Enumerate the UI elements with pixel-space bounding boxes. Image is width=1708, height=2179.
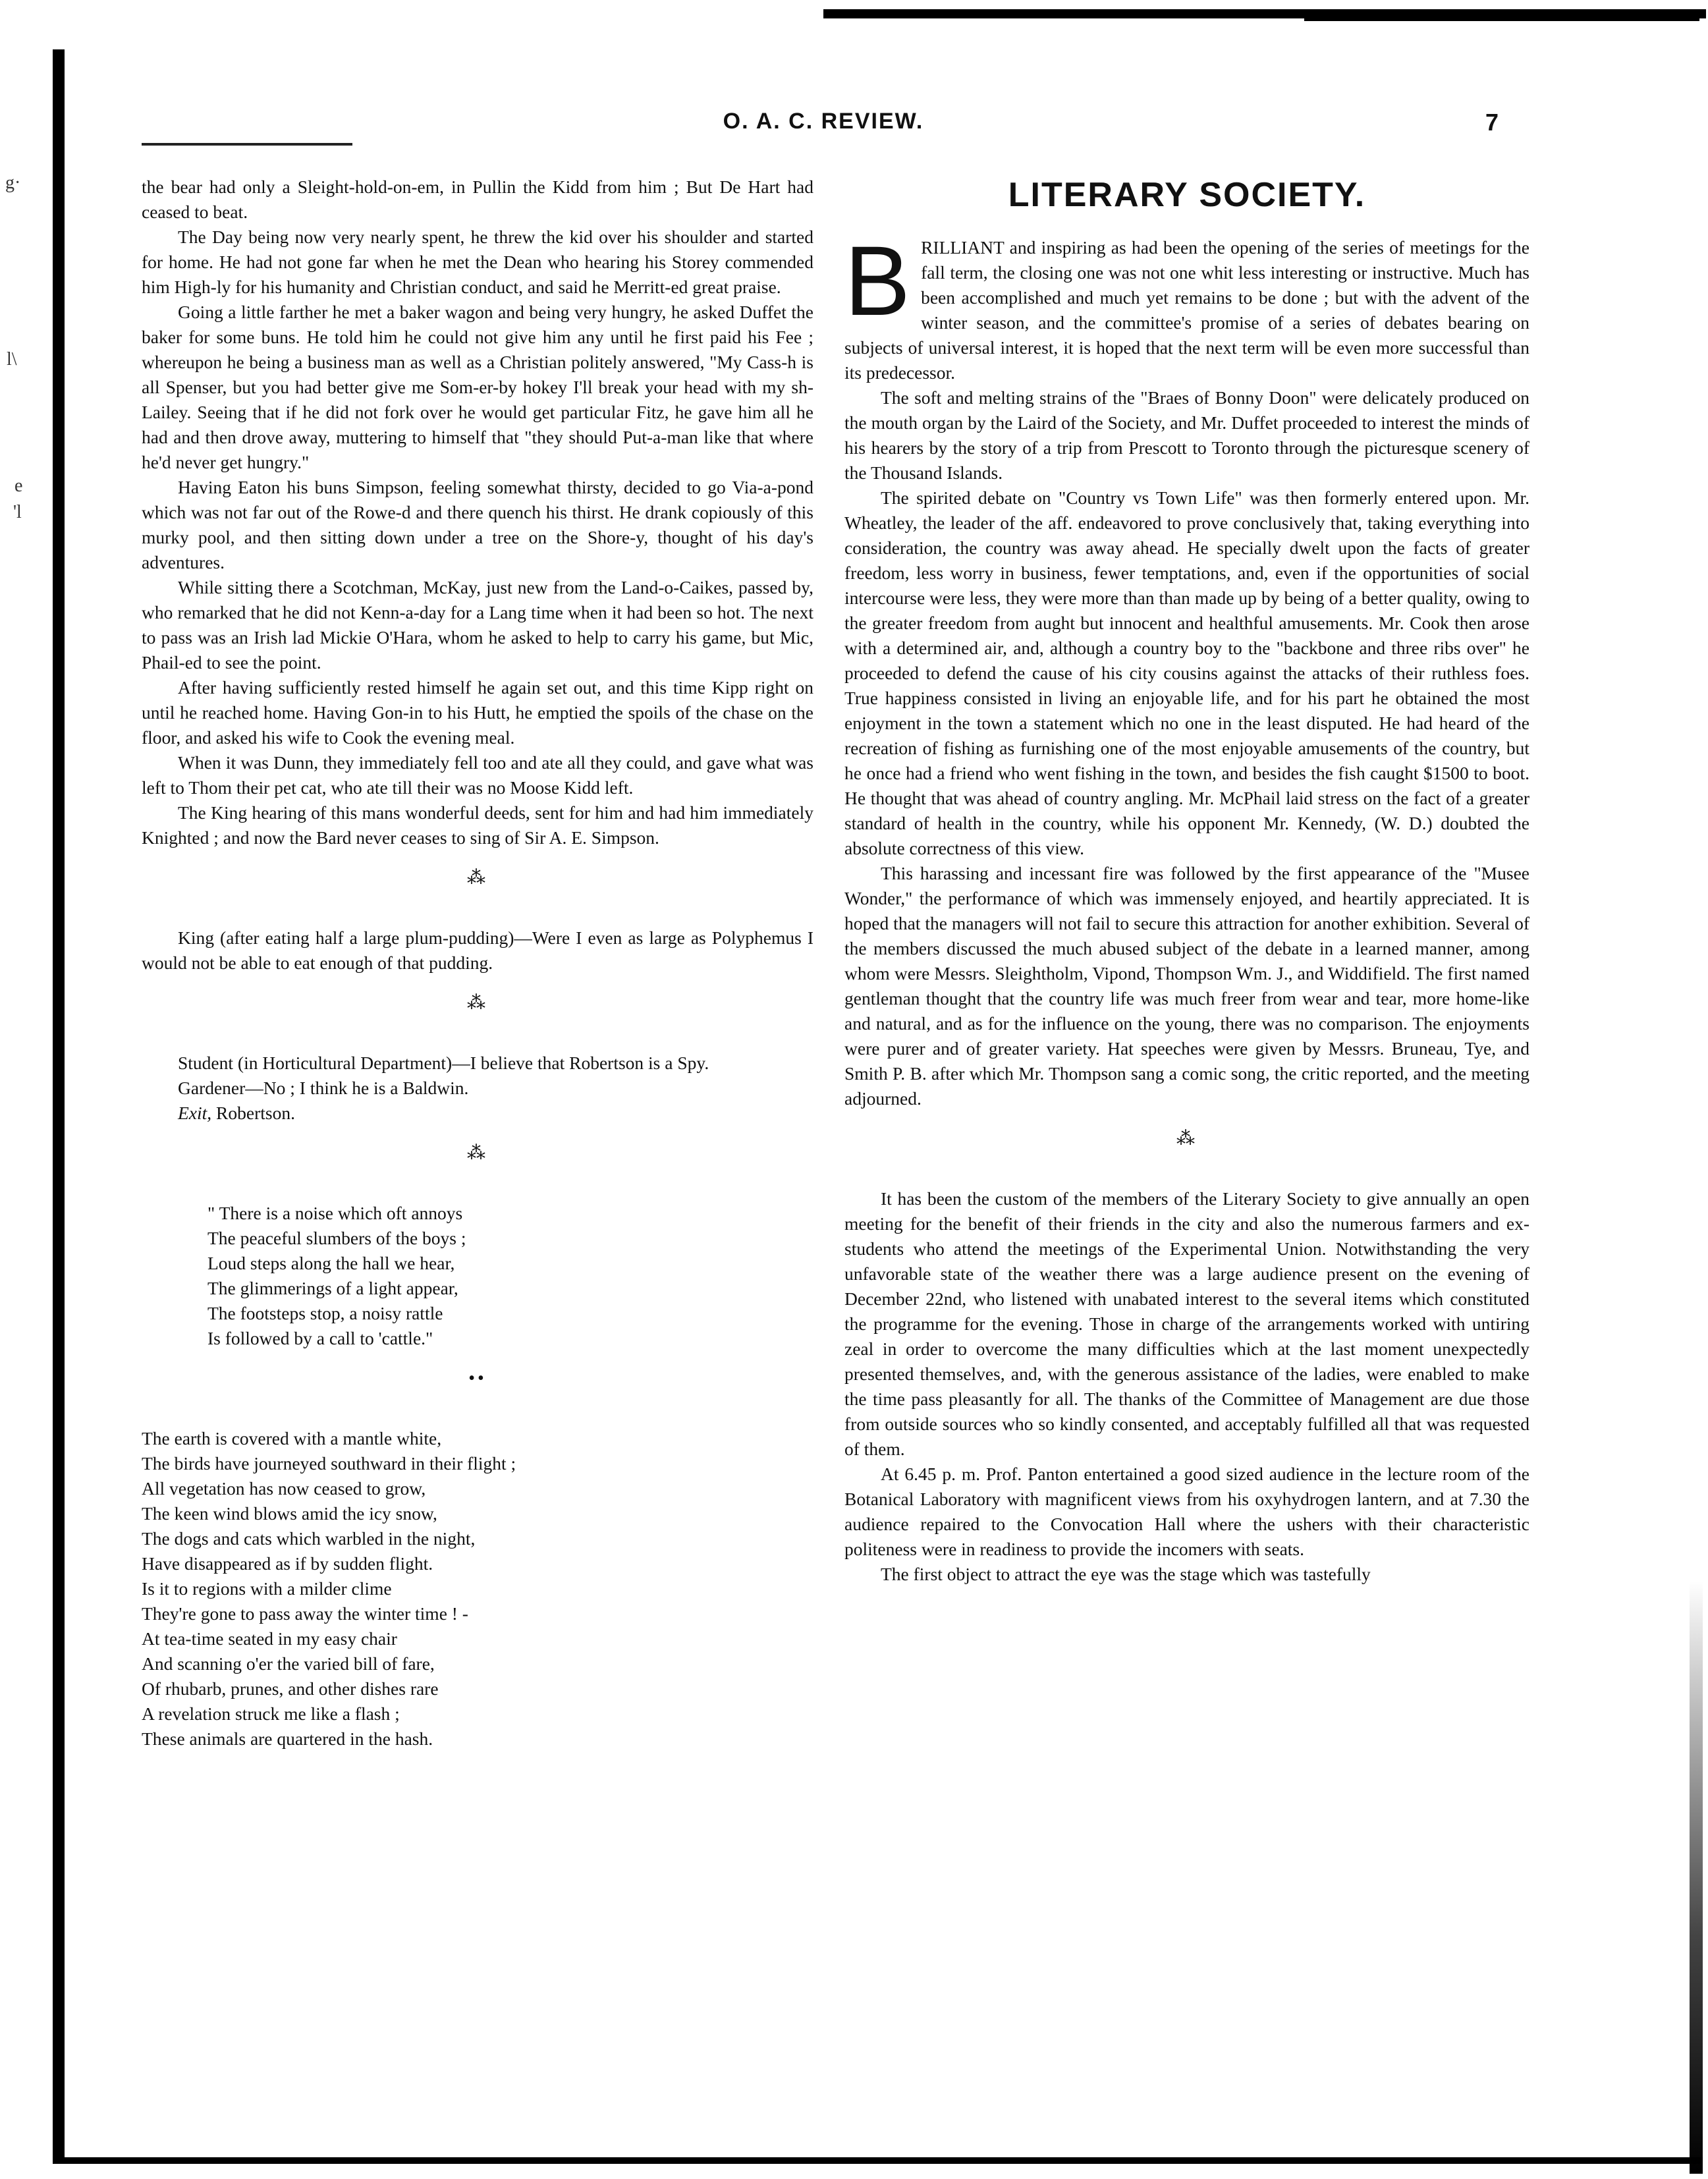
poem-line: The peaceful slumbers of the boys ; (207, 1228, 466, 1248)
exit-word: Exit, (178, 1103, 212, 1123)
section-divider: ⁂ (467, 868, 488, 888)
poem-line: They're gone to pass away the winter time ! - (142, 1603, 468, 1624)
poem-line: The dogs and cats which warbled in the night, (142, 1528, 476, 1549)
margin-mark: g· (5, 173, 21, 193)
king-quote: King (after eating half a large plum-pudding)—Were I even as large as Polyphemus I would not be able to eat enough of that pudding. (142, 927, 813, 973)
poem-line: Have disappeared as if by sudden flight. (142, 1553, 433, 1574)
scan-bottom-edge (53, 2157, 1703, 2164)
poem-line: And scanning o'er the varied bill of fare, (142, 1653, 435, 1674)
paragraph: The soft and melting strains of the "Braes of Bonny Doon" were delicately produced on the mouth organ by the Laird of the Society, and Mr. Duffet proceeded to interest the minds of his hearers by the story of a trip from Prescott to Toronto through the picturesque scenery of the Thousand Islands. (844, 387, 1529, 483)
paragraph: The spirited debate on "Country vs Town Life" was then formerly entered upon. Mr. Wheatley, the leader of the aff. endeavored to prove conclusively that, taking everything into consideration, the country was away ahead. He specially dwelt upon the facts of greater freedom, less worry in business, fewer temptations, and, even if the opportunities of social intercourse were less, they were more than than made up by being of a better quality, owing to the greater freedom from aught but innocent and healthful amusements. Mr. Cook then arose with a determined air, and, although a country boy to the "backbone and three ribs over" he proceeded to defend the cause of his city cousins against the attacks of their ruthless foes. True happiness consisted in living an enjoyable life, and for his part he obtained the most enjoyment in the town a statement which no one in the least disputed. He had heard of the recreation of fishing as furnishing one of the most enjoyable amusements of the country, but he once had a friend who went fishing in the town, and besides the fish caught $1500 to boot. He thought that was ahead of country angling. Mr. McPhail laid stress on the fact of a greater standard of health in the country, while his opponent Mr. Kennedy, (W. D.) doubted the absolute correctness of this view. (844, 487, 1529, 858)
exit-line (142, 1101, 813, 1126)
opening-paragraph (844, 225, 1529, 385)
poem-line: The birds have journeyed southward in their flight ; (142, 1453, 516, 1474)
journal-title: O. A. C. REVIEW. (723, 109, 924, 134)
poem-winter (142, 1426, 813, 1751)
section-divider: ⁂ (467, 993, 488, 1013)
scan-rule-top-secondary (1304, 14, 1699, 21)
drop-cap: B (844, 225, 911, 336)
paragraph: This harassing and incessant fire was followed by the first appearance of the "Musee Wonder," the performance of which was immensely enjoyed, and heartily appreciated. It is hoped that the managers will not fail to secure this attraction for another exhibition. Several of the members discussed the much abused subject of the debate in a learned manner, among whom were Messrs. Sleightholm, Vipond, Thompson Wm. J., and Widdifield. The first named gentleman thought that the country life was much freer from wear and tear, more home-like and natural, and as for the influence on the young, there was no comparison. The enjoyments were purer and of greater variety. Hat speeches were given by Messrs. Bruneau, Tye, and Smith P. B. after which Mr. Thompson sang a comic song, the critic reported, and the meeting adjourned. (844, 863, 1529, 1109)
paragraph: Having Eaton his buns Simpson, feeling somewhat thirsty, decided to go Via-a-pond which was not far out of the Rowe-d and there quench his thirst. He drank copiously of this murky pool, and then sitting down under a tree on the Shore-y, thought of his day's adventures. (142, 477, 813, 572)
right-column (844, 175, 1529, 1587)
header-rule (142, 143, 352, 146)
left-column (142, 175, 813, 1751)
student-line: Student (in Horticultural Department)—I believe that Robertson is a Spy. (178, 1053, 709, 1073)
paragraph: After having sufficiently rested himself he again set out, and this time Kipp right on until he reached home. Having Gon-in to his Hutt, he emptied the spoils of the chase on the floor, and asked his wife to Cook the evening meal. (142, 677, 813, 748)
opening-text: RILLIANT and inspiring as had been the opening of the series of meetings for the fall term, the closing one was not one whit less interesting or instructive. Much has been accomplished and much yet remains to be done ; but with the advent of the winter season, and the committee's promise of a series of debates bearing on subjects of universal interest, it is hoped that the next term will be even more successful than its predecessor. (844, 237, 1529, 383)
section-divider: ⁂ (467, 1143, 488, 1163)
paragraph: At 6.45 p. m. Prof. Panton entertained a good sized audience in the lecture room of the Botanical Laboratory with magnificent views from his oxyhydrogen lantern, and at 7.30 the audience repaired to the Convocation Hall where the ushers with their characteristic politeness were in readiness to provide the incomers with seats. (844, 1464, 1529, 1559)
section-title: LITERARY SOCIETY. (1008, 176, 1366, 214)
paragraph: the bear had only a Sleight-hold-on-em, in Pullin the Kidd from him ; But De Hart had ceased to beat. (142, 177, 813, 222)
poem-line: Of rhubarb, prunes, and other dishes rare (142, 1678, 439, 1699)
poem-line: The keen wind blows amid the icy snow, (142, 1503, 437, 1524)
poem-line: Is followed by a call to 'cattle." (207, 1328, 433, 1348)
gardener-line: Gardener—No ; I think he is a Baldwin. (178, 1078, 469, 1098)
poem-line: Loud steps along the hall we hear, (207, 1253, 455, 1273)
scan-right-edge-shadow (1690, 1581, 1703, 2174)
poem-line: These animals are quartered in the hash. (142, 1728, 433, 1749)
section-divider: ⁂ (1176, 1128, 1198, 1149)
page-header (0, 109, 1708, 148)
poem-line: A revelation struck me like a flash ; (142, 1703, 400, 1724)
margin-mark: l\ (7, 349, 17, 370)
paragraph: The King hearing of this mans wonderful deeds, sent for him and had him immediately Knighted ; and now the Bard never ceases to sing of Sir A. E. Simpson. (142, 802, 813, 848)
poem-line: The footsteps stop, a noisy rattle (207, 1303, 443, 1323)
paragraph: The first object to attract the eye was the stage which was tastefully (881, 1564, 1371, 1584)
paragraph: When it was Dunn, they immediately fell too and ate all they could, and gave what was left to Thom their pet cat, who ate till their was no Moose Kidd left. (142, 752, 813, 798)
scan-binding-edge (53, 49, 65, 2157)
poem-line: Is it to regions with a milder clime (142, 1578, 392, 1599)
paragraph: While sitting there a Scotchman, McKay, just new from the Land-o-Caikes, passed by, who remarked that he did not Kenn-a-day for a Lang time when it had been so hot. The next to pass was an Irish lad Mickie O'Hara, whom he asked to help to carry his game, but Mic, Phail-ed to see the point. (142, 577, 813, 673)
page-number: 7 (1485, 109, 1499, 136)
poem-line: " There is a noise which oft annoys (207, 1203, 463, 1223)
section-divider: •• (468, 1368, 487, 1389)
poem-line: At tea-time seated in my easy chair (142, 1628, 397, 1649)
exit-name: Robertson. (216, 1103, 295, 1123)
paragraph: It has been the custom of the members of the Literary Society to give annually an open meeting for the benefit of their friends in the city and also the numerous farmers and ex-students who attend the meetings of the Experimental Union. Notwithstanding the very unfavorable state of the weather there was a large audience present on the evening of December 22nd, who listened with unabated interest to the several items which constituted the programme for the evening. Those in charge of the arrangements worked with untiring zeal in order to overcome the many difficulties which at the last moment unexpectedly presented themselves, and, with the generous assistance of the ladies, were enabled to make the time pass pleasantly for all. The thanks of the Committee of Management are due those from outside sources who so kindly consented, and acceptably fulfilled all that was requested of them. (844, 1188, 1529, 1459)
margin-mark: 'l (13, 502, 22, 522)
margin-mark: e (14, 476, 23, 496)
poem-cattle (207, 1201, 813, 1351)
poem-line: The earth is covered with a mantle white, (142, 1428, 442, 1448)
paragraph: Going a little farther he met a baker wagon and being very hungry, he asked Duffet the baker for some buns. He told him he could not give him any until he first paid his Fee ; whereupon he being a business man as well as a Christian politely answered, "My Cass-h is all Spenser, but you had better give me Som-er-by hokey I'll break your head with my sh-Lailey. Seeing that if he did not fork over he would get particular Fitz, he gave him all he had and then drove away, muttering to himself that "they should Put-a-man like that where he'd never get hungry." (142, 302, 813, 472)
poem-line: All vegetation has now ceased to grow, (142, 1478, 426, 1499)
paragraph: The Day being now very nearly spent, he threw the kid over his shoulder and started for home. He had not gone far when he met the Dean who hearing his Storey commended him High-ly for his humanity and Christian conduct, and said he Merritt-ed great praise. (142, 227, 813, 297)
poem-line: The glimmerings of a light appear, (207, 1278, 458, 1298)
